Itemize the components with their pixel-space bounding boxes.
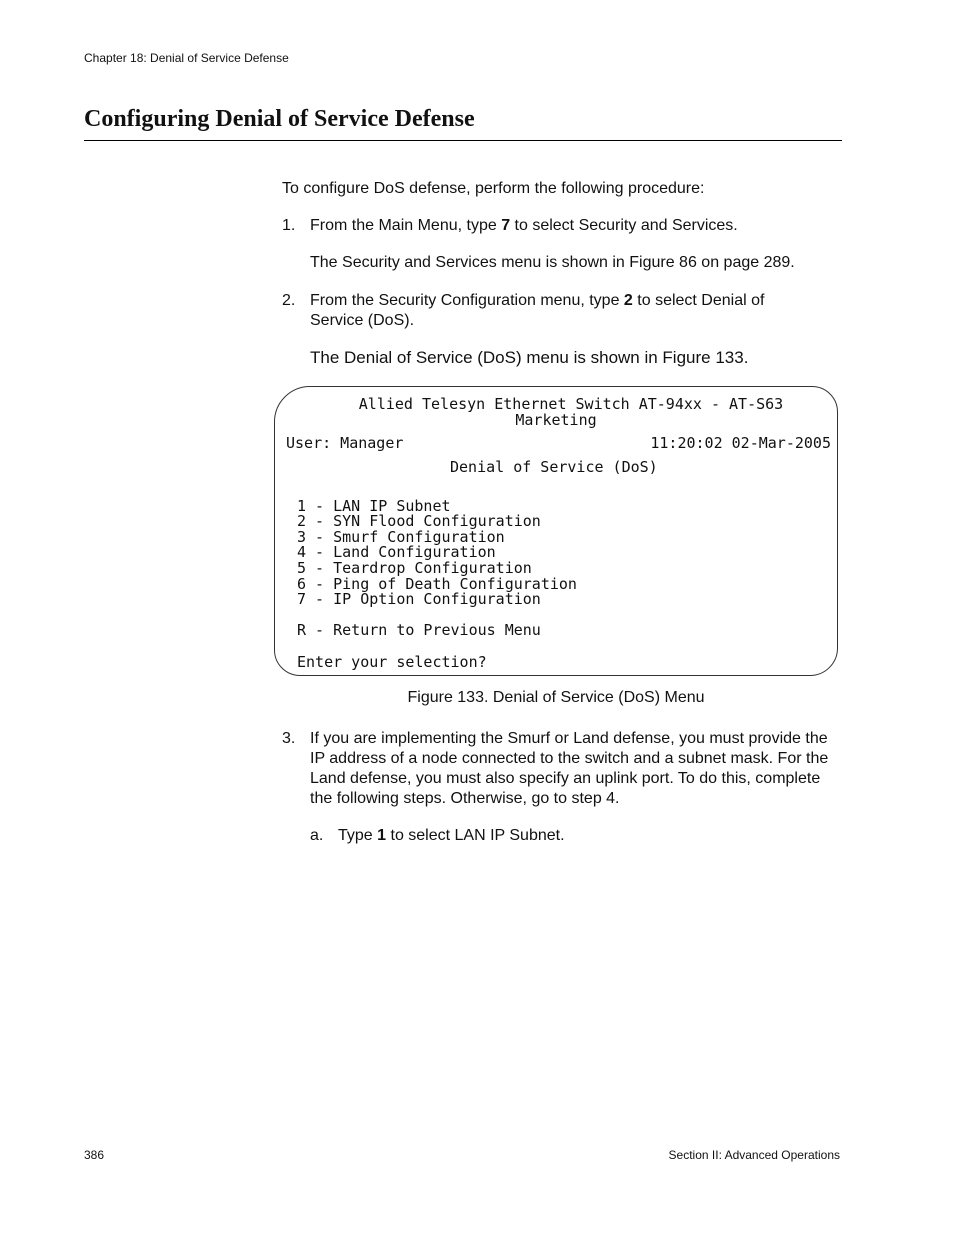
step-2-text: From the Security Configuration menu, type 2 to select Denial of Service (DoS). [310,292,765,329]
screen-timestamp: 11:20:02 02-Mar-2005 [650,434,831,452]
menu-item-ip-option[interactable]: 7 - IP Option Configuration [297,590,541,608]
menu-item-return[interactable]: R - Return to Previous Menu [297,621,541,639]
step-2-number: 2. [282,292,296,309]
menu-item-lan-ip-subnet[interactable]: 1 - LAN IP Subnet [297,497,451,515]
screen-title-line1: Allied Telesyn Ethernet Switch AT-94xx - AT-S63 [358,395,784,413]
step-3-number: 3. [282,730,296,747]
substep-a-label: a. [310,827,324,844]
menu-item-teardrop[interactable]: 5 - Teardrop Configuration [297,559,532,577]
running-head: Chapter 18: Denial of Service Defense [84,51,289,65]
screen-menu-title: Denial of Service (DoS) [450,458,658,476]
menu-item-syn-flood[interactable]: 2 - SYN Flood Configuration [297,512,541,530]
step-1-note: The Security and Services menu is shown in Figure 86 on page 289. [310,254,795,271]
menu-item-ping-of-death[interactable]: 6 - Ping of Death Configuration [297,575,577,593]
footer-section: Section II: Advanced Operations [668,1148,840,1162]
screen-user: User: Manager [286,434,404,452]
menu-item-land[interactable]: 4 - Land Configuration [297,543,496,561]
intro-text: To configure DoS defense, perform the following procedure: [282,180,705,197]
page-number: 386 [84,1148,105,1162]
step-3-text: If you are implementing the Smurf or Land defense, you must provide the IP address of a node connected to the switch and a subnet mask. For the Land defense, you must also specify an uplink port. To do this, complete the following steps. Otherwise, go to step 4. [310,730,829,807]
step-1-text: From the Main Menu, type 7 to select Security and Services. [310,217,738,234]
substep-a-text: Type 1 to select LAN IP Subnet. [338,827,565,844]
figure-caption: Figure 133. Denial of Service (DoS) Menu [407,689,705,706]
step-2-note: The Denial of Service (DoS) menu is shown in Figure 133. [310,348,749,367]
page-title: Configuring Denial of Service Defense [84,106,475,132]
screen-prompt[interactable]: Enter your selection? [297,653,487,671]
step-1-number: 1. [282,217,296,234]
screen-title-line2: Marketing [515,411,597,429]
menu-item-smurf[interactable]: 3 - Smurf Configuration [297,528,505,546]
title-rule [84,140,842,141]
